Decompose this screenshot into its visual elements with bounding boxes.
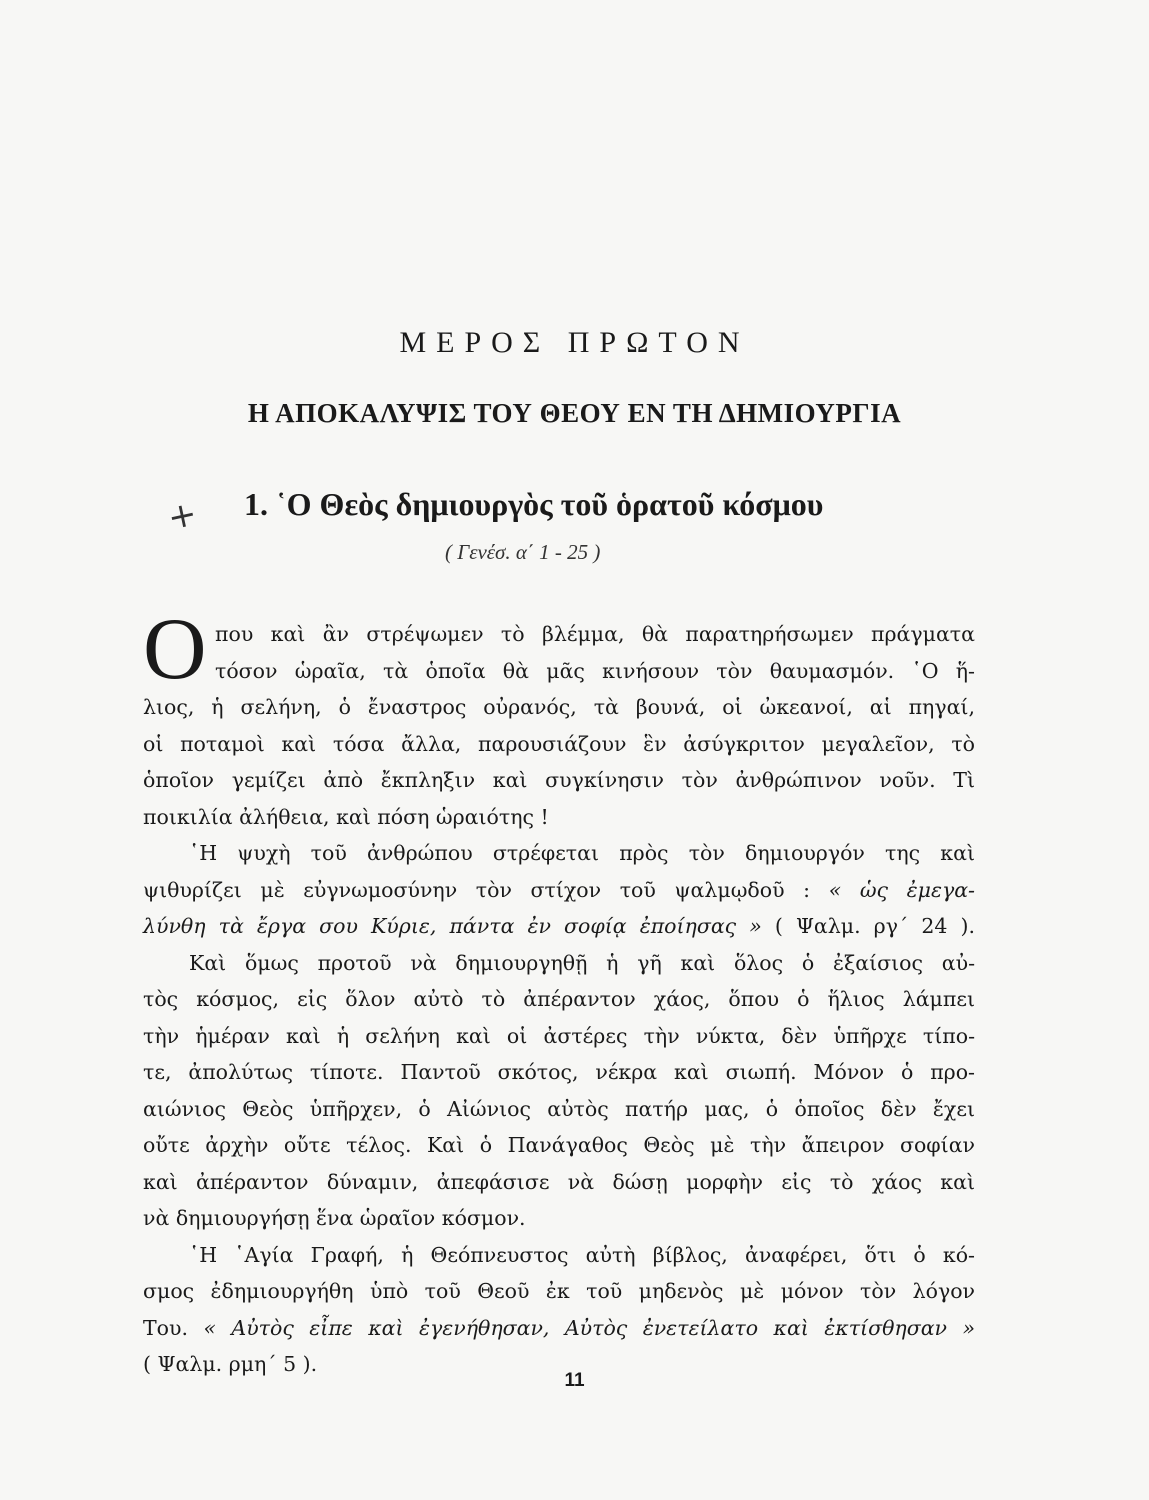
text-segment: ψιθυρίζει μὲ εὐγνωμοσύνην τὸν στίχον τοῦ ψαλμῳδοῦ :	[143, 877, 811, 902]
text-line: τὸς κόσμος, εἰς ὅλον αὐτὸ τὸ ἀπέραντον χάος, ὅπου ὁ ἥλιος λάμπει	[143, 987, 975, 1011]
page-number: 11	[564, 1370, 585, 1391]
margin-cross-mark: +	[164, 493, 201, 539]
text-line: καὶ ἀπέραντον δύναμιν, ἀπεφάσισε νὰ δώσῃ μορφὴν εἰς τὸ χάος καὶ	[143, 1169, 975, 1194]
text-line: ὁποῖον γεμίζει ἀπὸ ἔκπληξιν καὶ συγκίνησιν τὸν ἀνθρώπινον νοῦν. Τὶ	[143, 768, 975, 792]
text-line: οἱ ποταμοὶ καὶ τόσα ἄλλα, παρουσιάζουν ἓν ἀσύγκριτον μεγαλεῖον, τὸ	[143, 731, 975, 756]
drop-cap: Ο	[143, 601, 207, 698]
text-line: Καὶ ὅμως προτοῦ νὰ δημιουργηθῇ ἡ γῆ καὶ ὅλος ὁ ἐξαίσιος αὐ-	[189, 950, 975, 975]
text-line	[143, 908, 975, 945]
body-text	[143, 616, 975, 1383]
text-line	[143, 872, 975, 909]
text-segment: Του.	[143, 1315, 188, 1340]
text-line: που καὶ ἂν στρέψωμεν τὸ βλέμμα, θὰ παρατηρήσωμεν πράγματα	[215, 622, 975, 646]
text-line: ( Ψαλμ. ρμη΄ 5 ).	[143, 1352, 318, 1376]
text-line	[143, 1310, 975, 1347]
quote-segment: λύνθη τὰ ἔργα σου Κύριε, πάντα ἐν σοφίᾳ ἐποίησας »	[143, 914, 762, 938]
text-line: τὴν ἡμέραν καὶ ἡ σελήνη καὶ οἱ ἀστέρες τὴν νύκτα, δὲν ὑπῆρχε τίπο-	[143, 1023, 975, 1048]
text-line: αιώνιος Θεὸς ὑπῆρχεν, ὁ Αἰώνιος αὐτὸς πατήρ μας, ὁ ὁποῖος δὲν ἔχει	[143, 1096, 975, 1121]
chapter-reference: ( Γενέσ. α΄ 1 - 25 )	[445, 540, 601, 564]
part-title: ΜΕΡΟΣ ΠΡΩΤΟΝ	[399, 326, 750, 359]
text-line: ποικιλία ἀλήθεια, καὶ πόση ὡραιότης !	[143, 804, 549, 829]
text-line: ῾Η ψυχὴ τοῦ ἀνθρώπου στρέφεται πρὸς τὸν δημιουργόν της καὶ	[189, 841, 975, 865]
text-line: οὔτε ἀρχὴν οὔτε τέλος. Καὶ ὁ Πανάγαθος Θεὸς μὲ τὴν ἄπειρον σοφίαν	[143, 1133, 975, 1157]
text-line: ῾Η ῾Αγία Γραφή, ἡ Θεόπνευστος αὐτὴ βίβλος, ἀναφέρει, ὅτι ὁ κό-	[189, 1242, 975, 1267]
text-line: νὰ δημιουργήσῃ ἕνα ὡραῖον κόσμον.	[143, 1206, 526, 1230]
text-line: σμος ἐδημιουργήθη ὑπὸ τοῦ Θεοῦ ἐκ τοῦ μηδενὸς μὲ μόνον τὸν λόγον	[143, 1279, 975, 1303]
chapter-title: 1. ῾Ο Θεὸς δημιουργὸς τοῦ ὁρατοῦ κόσμου	[244, 486, 824, 522]
quote-segment: « ὡς ἐμεγα-	[828, 877, 975, 902]
citation-segment: ( Ψαλμ. ργ΄ 24 ).	[774, 914, 975, 938]
quote-segment: « Αὐτὸς εἶπε καὶ ἐγενήθησαν, Αὐτὸς ἐνετείλατο καὶ ἐκτίσθησαν »	[203, 1315, 975, 1340]
section-title: Η ΑΠΟΚΑΛΥΨΙΣ ΤΟΥ ΘΕΟΥ ΕΝ ΤΗ ΔΗΜΙΟΥΡΓΙΑ	[247, 398, 902, 428]
text-line: λιος, ἡ σελήνη, ὁ ἔναστρος οὐρανός, τὰ βουνά, οἱ ὠκεανοί, αἱ πηγαί,	[143, 695, 975, 719]
text-line: τε, ἀπολύτως τίποτε. Παντοῦ σκότος, νέκρα καὶ σιωπή. Μόνον ὁ προ-	[143, 1060, 975, 1084]
text-line: τόσον ὡραῖα, τὰ ὁποῖα θὰ μᾶς κινήσουν τὸν θαυμασμόν. ῾Ο ἥ-	[215, 658, 975, 683]
